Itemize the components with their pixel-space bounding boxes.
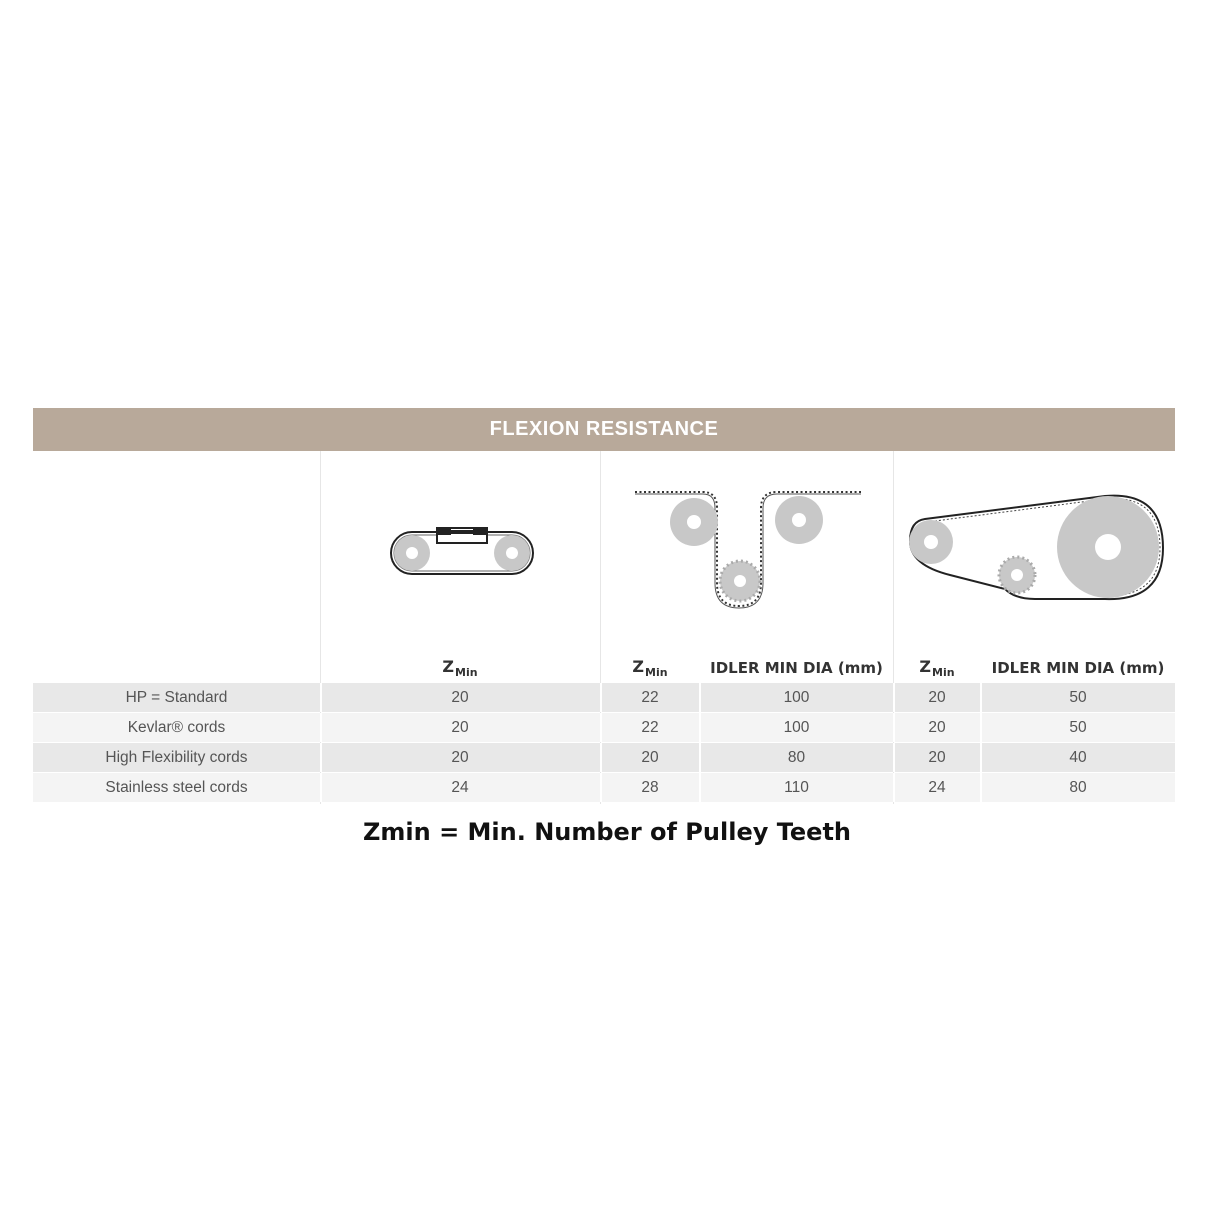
- cell-value: 22: [641, 688, 659, 706]
- row-label: High Flexibility cords: [105, 748, 248, 766]
- cell-value: 100: [783, 718, 810, 736]
- cell-value: 20: [451, 688, 469, 706]
- zmin-header-3: $Z_{Min}$: [919, 657, 955, 679]
- zmin-header-2: $Z_{Min}$: [632, 657, 668, 679]
- flexion-resistance-table: [33, 408, 1175, 804]
- cell-value: 20: [451, 718, 469, 736]
- cell-value: 24: [451, 778, 469, 796]
- cell-value: 28: [641, 778, 659, 796]
- table-title-bar: [33, 408, 1175, 451]
- cell-value: 20: [928, 718, 946, 736]
- zmin-header-1: $Z_{Min}$: [442, 657, 478, 679]
- table-title: FLEXION RESISTANCE: [489, 418, 719, 440]
- zmin-footnote: Zmin = Min. Number of Pulley Teeth: [362, 818, 852, 846]
- reverse-bend-idler-diagram: [633, 488, 863, 613]
- idler-min-dia-header-1: IDLER MIN DIA (mm): [710, 659, 883, 677]
- row-label: Kevlar® cords: [127, 718, 226, 736]
- cell-value: 20: [641, 748, 659, 766]
- table-row: [33, 743, 1175, 772]
- table-row: [33, 683, 1175, 712]
- row-label: HP = Standard: [125, 688, 228, 706]
- cell-value: 20: [451, 748, 469, 766]
- cell-value: 24: [928, 778, 946, 796]
- row-label: Stainless steel cords: [105, 778, 248, 796]
- two-pulley-drive-diagram: [385, 520, 537, 580]
- cell-value: 80: [1069, 778, 1087, 796]
- table-row: [33, 773, 1175, 802]
- idler-min-dia-header-2: IDLER MIN DIA (mm): [991, 659, 1165, 677]
- cell-value: 50: [1069, 718, 1087, 736]
- cell-value: 20: [928, 748, 946, 766]
- cell-value: 50: [1069, 688, 1087, 706]
- table-row: [33, 713, 1175, 742]
- cell-value: 20: [928, 688, 946, 706]
- cell-value: 110: [784, 778, 809, 796]
- multi-pulley-drive-diagram: [905, 493, 1167, 608]
- cell-value: 100: [783, 688, 810, 706]
- cell-value: 80: [787, 748, 806, 766]
- cell-value: 40: [1069, 748, 1087, 766]
- cell-value: 22: [641, 718, 659, 736]
